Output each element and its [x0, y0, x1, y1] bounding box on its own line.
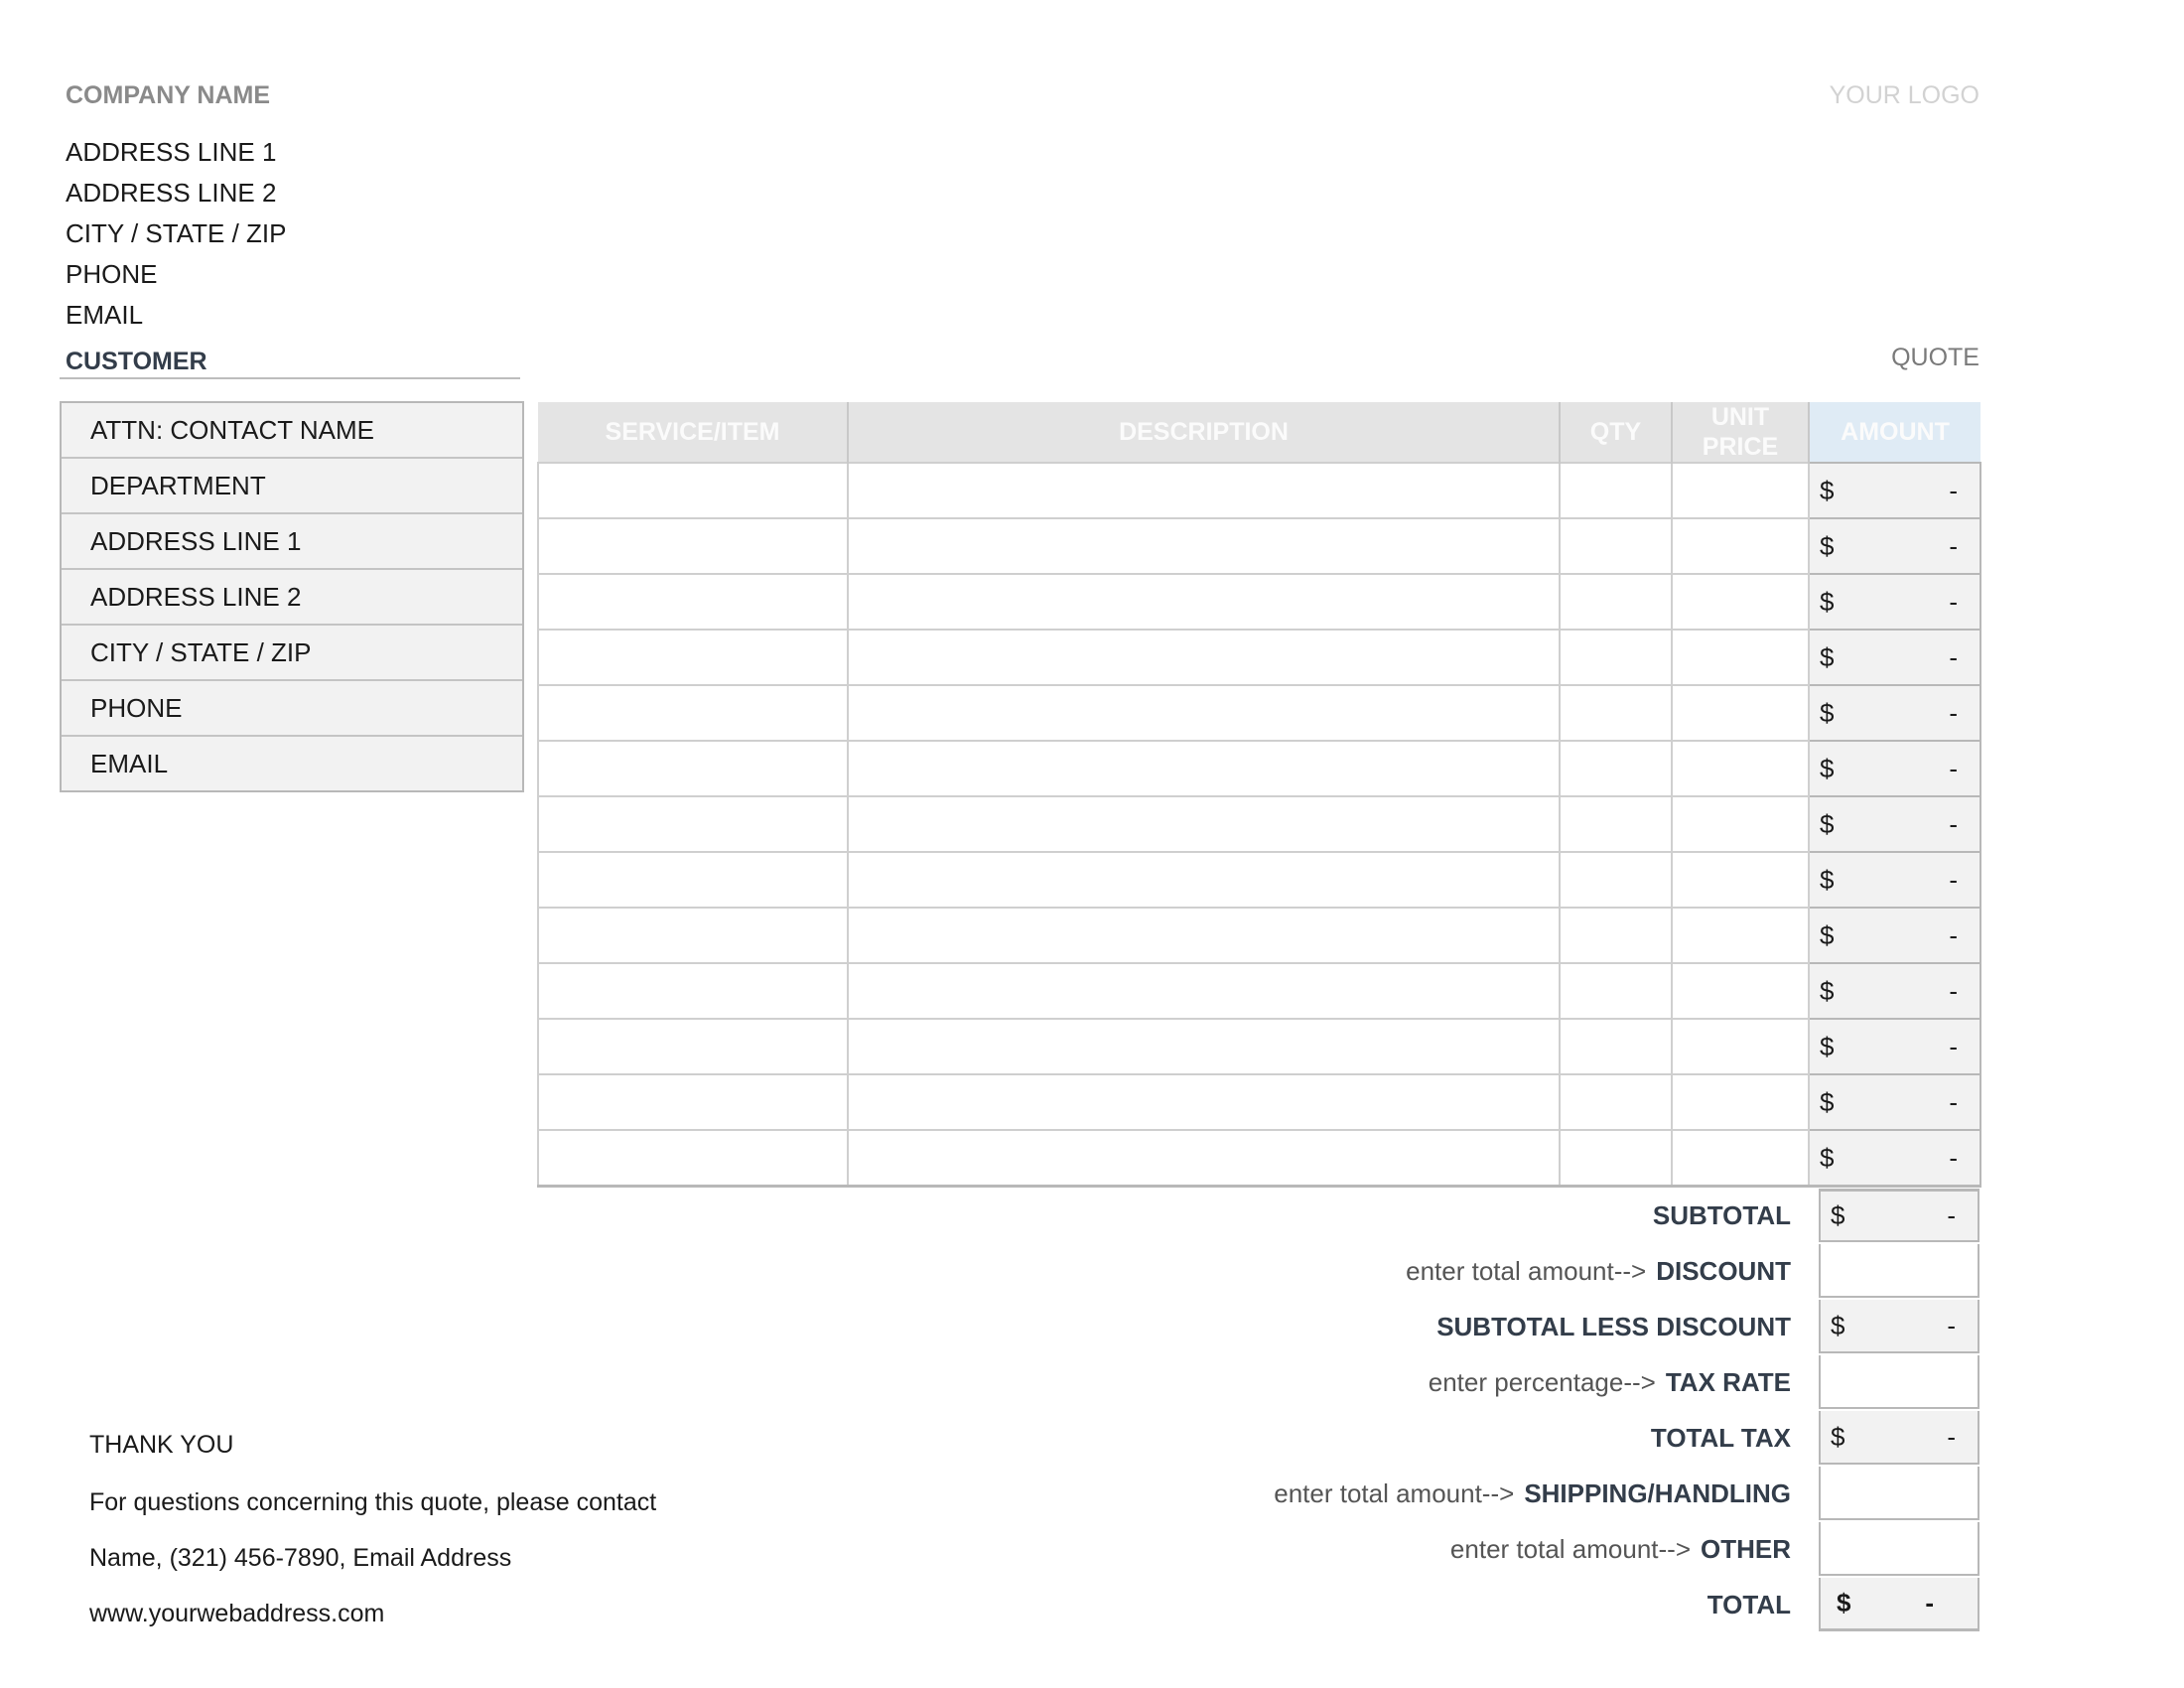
- qty-cell[interactable]: [1560, 518, 1672, 574]
- amount-currency: $: [1820, 530, 1835, 561]
- service-item-cell[interactable]: [538, 908, 848, 963]
- total-value: [1819, 1578, 1979, 1631]
- table-row: [538, 463, 1980, 518]
- customer-address-line-2-field[interactable]: ADDRESS LINE 2: [62, 570, 522, 626]
- amount-currency: $: [1820, 1086, 1835, 1117]
- subtotal-value: [1819, 1189, 1979, 1242]
- amount-number: -: [1949, 864, 1958, 895]
- discount-input[interactable]: [1819, 1244, 1979, 1298]
- description-cell[interactable]: [848, 463, 1560, 518]
- service-item-cell[interactable]: [538, 741, 848, 796]
- table-row: [538, 1130, 1980, 1187]
- amount-value: [1810, 1143, 1979, 1174]
- subtotal-less-discount-value: [1819, 1300, 1979, 1353]
- table-row: [538, 1074, 1980, 1130]
- customer-phone-field[interactable]: PHONE: [62, 681, 522, 737]
- qty-cell[interactable]: [1560, 1130, 1672, 1187]
- website-link[interactable]: www.yourwebaddress.com: [89, 1600, 385, 1627]
- service-item-cell[interactable]: [538, 796, 848, 852]
- contact-text: Name, (321) 456-7890, Email Address: [89, 1544, 512, 1572]
- amount-cell: [1809, 1074, 1980, 1130]
- amount-currency: $: [1820, 586, 1835, 617]
- amount-value: [1810, 865, 1979, 896]
- amount-currency: $: [1820, 1142, 1835, 1173]
- subtotal-less-discount-amount: -: [1947, 1310, 1956, 1340]
- column-header-amount: AMOUNT: [1809, 402, 1980, 463]
- customer-heading: CUSTOMER: [66, 348, 207, 375]
- amount-number: -: [1949, 1142, 1958, 1173]
- amount-value: [1810, 531, 1979, 562]
- service-item-cell[interactable]: [538, 574, 848, 630]
- amount-currency: $: [1820, 641, 1835, 672]
- amount-cell: [1809, 741, 1980, 796]
- customer-address-line-1-field[interactable]: ADDRESS LINE 1: [62, 514, 522, 570]
- subtotal-less-discount-label: SUBTOTAL LESS DISCOUNT: [1436, 1311, 1791, 1341]
- qty-cell[interactable]: [1560, 1019, 1672, 1074]
- other-label: OTHER: [1701, 1533, 1791, 1564]
- unit-price-cell[interactable]: [1672, 1130, 1809, 1187]
- description-cell[interactable]: [848, 852, 1560, 908]
- table-header-row: [538, 402, 1980, 463]
- other-hint: enter total amount-->: [1449, 1533, 1691, 1564]
- subtotal-currency: $: [1831, 1200, 1845, 1230]
- discount-label: DISCOUNT: [1656, 1255, 1791, 1286]
- subtotal-less-discount-currency: $: [1831, 1310, 1845, 1340]
- total-label: TOTAL: [1706, 1589, 1791, 1619]
- amount-number: -: [1949, 753, 1958, 783]
- table-row: [538, 1019, 1980, 1074]
- service-item-cell[interactable]: [538, 963, 848, 1019]
- amount-currency: $: [1820, 864, 1835, 895]
- company-phone: PHONE: [66, 259, 158, 289]
- amount-cell: [1809, 574, 1980, 630]
- discount-row: [1152, 1243, 1979, 1299]
- service-item-cell[interactable]: [538, 1019, 848, 1074]
- qty-cell[interactable]: [1560, 741, 1672, 796]
- service-item-cell[interactable]: [538, 1130, 848, 1187]
- amount-cell: [1809, 463, 1980, 518]
- amount-number: -: [1949, 475, 1958, 505]
- customer-city-state-zip-field[interactable]: CITY / STATE / ZIP: [62, 626, 522, 681]
- questions-text: For questions concerning this quote, please contact: [89, 1488, 657, 1516]
- amount-number: -: [1949, 697, 1958, 728]
- total-tax-label: TOTAL TAX: [1650, 1422, 1791, 1453]
- shipping-row: [1152, 1466, 1979, 1521]
- amount-currency: $: [1820, 697, 1835, 728]
- qty-cell[interactable]: [1560, 852, 1672, 908]
- service-item-cell[interactable]: [538, 463, 848, 518]
- amount-currency: $: [1820, 975, 1835, 1006]
- amount-cell: [1809, 630, 1980, 685]
- company-name: COMPANY NAME: [66, 81, 271, 109]
- description-cell[interactable]: [848, 963, 1560, 1019]
- logo-placeholder: YOUR LOGO: [1829, 81, 1979, 109]
- description-cell[interactable]: [848, 518, 1560, 574]
- line-items-body: [538, 463, 1980, 1187]
- column-header-qty: QTY: [1560, 402, 1672, 463]
- shipping-input[interactable]: [1819, 1467, 1979, 1520]
- subtotal-label: SUBTOTAL: [1652, 1199, 1791, 1230]
- qty-cell[interactable]: [1560, 463, 1672, 518]
- shipping-hint: enter total amount-->: [1274, 1477, 1515, 1508]
- qty-cell[interactable]: [1560, 908, 1672, 963]
- description-cell[interactable]: [848, 741, 1560, 796]
- unit-price-cell[interactable]: [1672, 963, 1809, 1019]
- amount-number: -: [1949, 1031, 1958, 1061]
- service-item-cell[interactable]: [538, 852, 848, 908]
- table-row: [538, 908, 1980, 963]
- total-amount: -: [1925, 1588, 1934, 1618]
- amount-value: [1810, 476, 1979, 506]
- customer-email-field[interactable]: EMAIL: [90, 749, 169, 778]
- column-header-service-item: SERVICE/ITEM: [538, 402, 848, 463]
- amount-cell: [1809, 1019, 1980, 1074]
- amount-number: -: [1949, 530, 1958, 561]
- amount-currency: $: [1820, 475, 1835, 505]
- table-row: [538, 741, 1980, 796]
- table-row: [538, 630, 1980, 685]
- discount-hint: enter total amount-->: [1406, 1255, 1647, 1286]
- description-cell[interactable]: [848, 1074, 1560, 1130]
- amount-cell: [1809, 796, 1980, 852]
- qty-cell[interactable]: [1560, 630, 1672, 685]
- amount-number: -: [1949, 919, 1958, 950]
- total-tax-amount: -: [1947, 1421, 1956, 1452]
- total-tax-value: [1819, 1411, 1979, 1465]
- description-cell[interactable]: [848, 1019, 1560, 1074]
- tax-rate-input[interactable]: [1819, 1355, 1979, 1409]
- total-currency: $: [1837, 1588, 1851, 1618]
- unit-price-cell[interactable]: [1672, 908, 1809, 963]
- subtotal-less-discount-row: [1152, 1299, 1979, 1354]
- amount-cell: [1809, 518, 1980, 574]
- amount-number: -: [1949, 975, 1958, 1006]
- total-row: [1152, 1577, 1979, 1632]
- amount-cell: [1809, 1130, 1980, 1187]
- qty-cell[interactable]: [1560, 963, 1672, 1019]
- customer-contact-name-field[interactable]: ATTN: CONTACT NAME: [62, 403, 522, 459]
- other-row: [1152, 1521, 1979, 1577]
- table-row: [538, 963, 1980, 1019]
- amount-cell: [1809, 963, 1980, 1019]
- table-row: [538, 852, 1980, 908]
- tax-rate-label: TAX RATE: [1665, 1366, 1791, 1397]
- table-row: [538, 685, 1980, 741]
- amount-value: [1810, 698, 1979, 729]
- subtotal-amount: -: [1947, 1200, 1956, 1230]
- amount-currency: $: [1820, 808, 1835, 839]
- amount-value: [1810, 587, 1979, 618]
- service-item-cell[interactable]: [538, 630, 848, 685]
- amount-currency: $: [1820, 753, 1835, 783]
- service-item-cell[interactable]: [538, 1074, 848, 1130]
- unit-price-cell[interactable]: [1672, 1074, 1809, 1130]
- description-cell[interactable]: [848, 1130, 1560, 1187]
- thank-you-text: THANK YOU: [89, 1431, 234, 1459]
- amount-number: -: [1949, 586, 1958, 617]
- qty-cell[interactable]: [1560, 796, 1672, 852]
- unit-price-cell[interactable]: [1672, 518, 1809, 574]
- qty-cell[interactable]: [1560, 574, 1672, 630]
- company-email: EMAIL: [66, 300, 144, 330]
- customer-department-field[interactable]: DEPARTMENT: [62, 459, 522, 514]
- tax-rate-row: [1152, 1354, 1979, 1410]
- amount-currency: $: [1820, 919, 1835, 950]
- amount-number: -: [1949, 641, 1958, 672]
- unit-price-cell[interactable]: [1672, 463, 1809, 518]
- description-cell[interactable]: [848, 796, 1560, 852]
- amount-value: [1810, 754, 1979, 784]
- service-item-cell[interactable]: [538, 518, 848, 574]
- customer-divider: [60, 377, 520, 379]
- amount-value: [1810, 976, 1979, 1007]
- unit-price-cell[interactable]: [1672, 852, 1809, 908]
- shipping-label: SHIPPING/HANDLING: [1524, 1477, 1791, 1508]
- customer-info-box: [60, 401, 524, 792]
- other-input[interactable]: [1819, 1522, 1979, 1576]
- table-row: [538, 518, 1980, 574]
- amount-value: [1810, 1087, 1979, 1118]
- company-city-state-zip: CITY / STATE / ZIP: [66, 218, 287, 248]
- description-cell[interactable]: [848, 630, 1560, 685]
- unit-price-cell[interactable]: [1672, 1019, 1809, 1074]
- unit-price-cell[interactable]: [1672, 741, 1809, 796]
- unit-price-cell[interactable]: [1672, 574, 1809, 630]
- totals-section: [1152, 1188, 1979, 1632]
- unit-price-cell[interactable]: [1672, 685, 1809, 741]
- qty-cell[interactable]: [1560, 685, 1672, 741]
- amount-value: [1810, 642, 1979, 673]
- document-type-label: QUOTE: [1891, 344, 1979, 371]
- amount-value: [1810, 1032, 1979, 1062]
- column-header-unit-price: UNIT PRICE: [1672, 402, 1809, 463]
- service-item-cell[interactable]: [538, 685, 848, 741]
- unit-price-cell[interactable]: [1672, 796, 1809, 852]
- amount-number: -: [1949, 1086, 1958, 1117]
- description-cell[interactable]: [848, 685, 1560, 741]
- description-cell[interactable]: [848, 908, 1560, 963]
- total-tax-row: [1152, 1410, 1979, 1466]
- amount-number: -: [1949, 808, 1958, 839]
- table-row: [538, 796, 1980, 852]
- amount-currency: $: [1820, 1031, 1835, 1061]
- amount-value: [1810, 809, 1979, 840]
- amount-cell: [1809, 908, 1980, 963]
- line-items-table: [537, 402, 1981, 1188]
- company-address-line-2: ADDRESS LINE 2: [66, 178, 277, 208]
- unit-price-cell[interactable]: [1672, 630, 1809, 685]
- company-address-line-1: ADDRESS LINE 1: [66, 137, 277, 167]
- column-header-description: DESCRIPTION: [848, 402, 1560, 463]
- table-row: [538, 574, 1980, 630]
- qty-cell[interactable]: [1560, 1074, 1672, 1130]
- subtotal-row: [1152, 1188, 1979, 1243]
- amount-value: [1810, 920, 1979, 951]
- description-cell[interactable]: [848, 574, 1560, 630]
- tax-rate-hint: enter percentage-->: [1428, 1366, 1656, 1397]
- total-tax-currency: $: [1831, 1421, 1845, 1452]
- amount-cell: [1809, 685, 1980, 741]
- amount-cell: [1809, 852, 1980, 908]
